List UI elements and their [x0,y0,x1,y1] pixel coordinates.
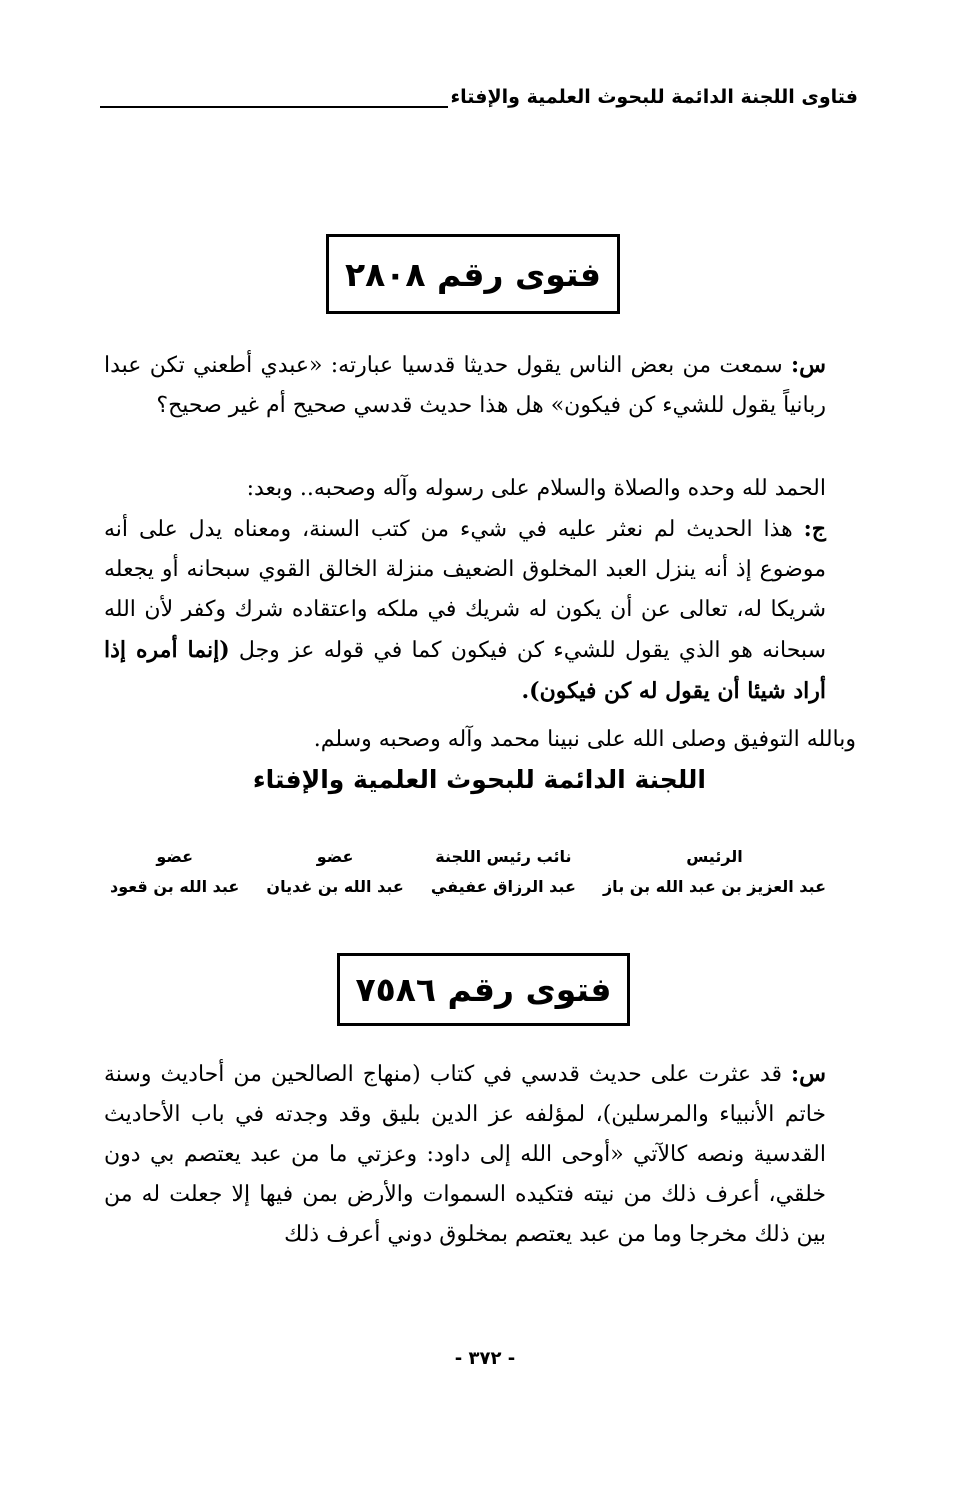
question-label: س: [791,1061,826,1087]
header-rule [100,102,448,108]
signature-role: الرئيس [686,847,743,866]
committee-name: اللجنة الدائمة للبحوث العلمية والإفتاء [252,765,706,794]
signature-vice-president [431,846,576,898]
fatwa-1-title-box [326,234,620,314]
answer-preamble: الحمد لله وحده والصلاة والسلام على رسوله وآله وصحبه.. وبعد: [246,476,826,501]
fatwa-2-title: فتوى رقم ٧٥٨٦ [355,970,612,1009]
signature-president [603,846,826,898]
signatures-row [110,846,826,898]
page-number: - ٣٧٢ - [454,1348,516,1369]
signature-member-1 [266,846,403,898]
closing-line: وبالله التوفيق وصلى الله على نبينا محمد وآله وصحبه وسلم. [313,727,856,752]
signature-name: عبد الله بن غديان [266,877,404,896]
signature-role: عضو [156,847,194,866]
signature-role: عضو [316,847,354,866]
answer-label: ج: [803,516,826,542]
fatwa-1-question [104,345,856,426]
quran-quote: (إنما أمره إذا أراد شيئا أن يقول له كن فيكون). [104,637,826,704]
question-text: قد عثرت على حديث قدسي في كتاب (منهاج الصالحين من أحاديث وسنة خاتم الأنبياء والمرسلين)، لمؤلفه عز الدين بليق وقد وجدته في باب الأحاديث القدسية ونصه كالآتي «أوحى الله إلى داود: وعزتي ما من عبد يعتصم بي دون خلقي، أعرف ذلك من نيته فتكيده السموات والأرض بمن فيها إلا جعلت له من بين ذلك مخرجا وما من عبد يعتصم بمخلوق دوني أعرف ذلك [104,1062,826,1247]
answer-text: هذا الحديث لم نعثر عليه في شيء من كتب السنة، ومعناه يدل على أنه موضوع إذ أنه ينزل العبد المخلوق الضعيف منزلة الخالق القوي سبحانه أو يجعله شريكا له، تعالى عن أن يكون له شريك في ملكه واعتقاده شرك وكفر لأن الله سبحانه هو الذي يقول للشيء كن فيكون كما في قوله عز وجل [104,517,826,663]
question-label: س: [791,352,826,378]
fatwa-2-title-box [337,953,630,1026]
signature-member-2 [110,846,239,898]
signature-role: نائب رئيس اللجنة [435,847,572,866]
running-title: فتاوى اللجنة الدائمة للبحوث العلمية والإفتاء [450,86,858,108]
signature-name: عبد العزيز بن عبد الله بن باز [602,877,826,896]
signature-name: عبد الرزاق عفيفي [430,877,576,896]
running-header [100,86,858,108]
fatwa-2-question [104,1054,856,1255]
signature-name: عبد الله بن قعود [110,877,240,896]
fatwa-1-title: فتوى رقم ٢٨٠٨ [344,254,602,294]
fatwa-1-answer [104,469,856,712]
question-text: سمعت من بعض الناس يقول حديثا قدسيا عبارته: «عبدي أطعني تكن عبدا ربانياً يقول للشيء كن فيكون» هل هذا حديث قدسي صحيح أم غير صحيح؟ [104,353,826,418]
